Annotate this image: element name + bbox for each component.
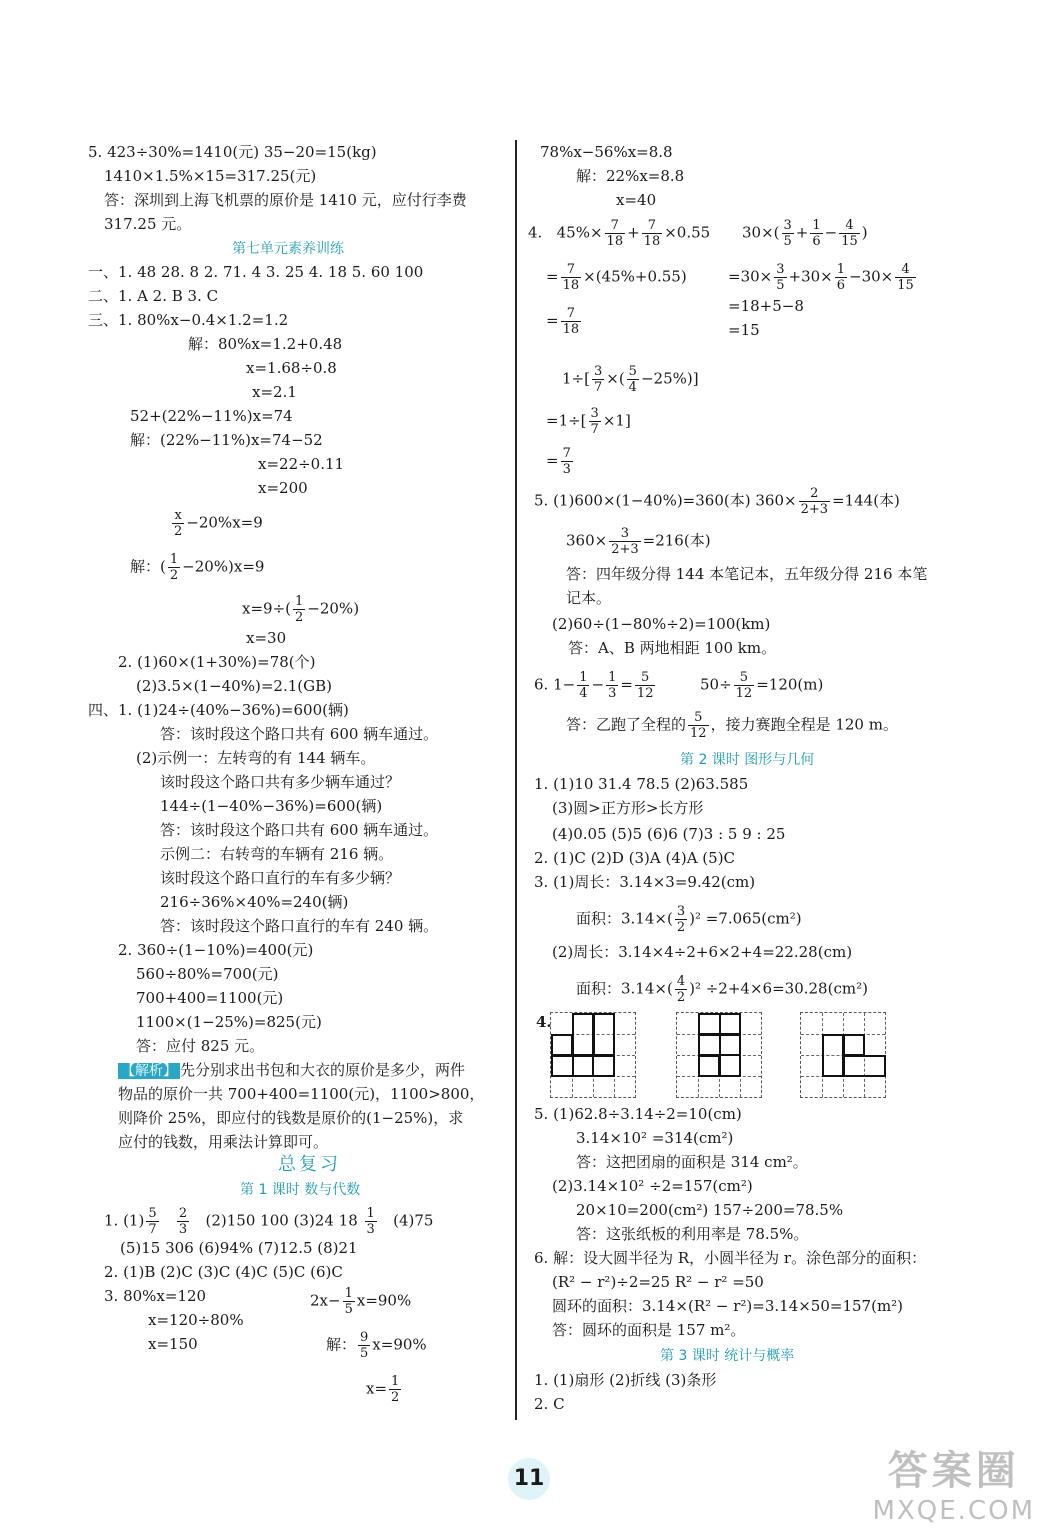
line: 答：这把团扇的面积是 314 cm²。 [576,1153,808,1171]
equation: 1. (1) $\frac{5}{7}$ $\frac{2}{3}$ (2)150 100 (3)24 18 $\frac{1}{3}$ (4)75 [104,1206,434,1237]
line: 20×10=200(cm²) 157÷200=78.5% [576,1201,844,1219]
line: 560÷80%=700(元) [136,965,279,983]
line: 答：四年级分得 144 本笔记本，五年级分得 216 本笔 [566,565,928,583]
line: (5)15 306 (6)94% (7)12.5 (8)21 [120,1239,358,1257]
grid-figure-1 [550,1012,636,1098]
equation: $\frac{x}{2}$ −20%x=9 [174,508,263,539]
line: 2. (1)60×(1+30%)=78(个) [118,653,316,671]
line: 一、1. 48 28. 8 2. 71. 4 3. 25 4. 18 5. 60 100 [88,263,424,281]
line: 则降价 25%，即应付的钱数是原价的(1−25%)，求 [118,1109,464,1127]
watermark-logo: 答案圈 MXQE.COM [872,1448,1035,1526]
line: 5. 423÷30%=1410(元) 35−20=15(kg) [88,143,377,161]
section-title: 第 1 课时 数与代数 [240,1182,361,1198]
line: 答：该时段这个路口共有 600 辆车通过。 [160,725,439,743]
equation: 360× $\frac{3}{2+3}$ =216(本) [566,526,711,557]
line: 2. C [534,1395,565,1413]
line: 1. (1)扇形 (2)折线 (3)条形 [534,1371,717,1389]
line: 317.25 元。 [104,215,192,233]
line: (4)0.05 (5)5 (6)6 (7)3 : 5 9 : 25 [552,825,786,843]
line: 答：A、B 两地相距 100 km。 [568,639,777,657]
line: x=2.1 [252,383,297,401]
analysis-line: 【解析】 先分别求出书包和大衣的原价是多少，两件 [118,1060,465,1081]
equation: 面积：3.14×( $\frac{4}{2}$ )² ÷2+4×6=30.28(cm²) [576,974,868,1005]
line: 5. (1)62.8÷3.14÷2=10(cm) [534,1105,742,1123]
equation: 解： $\frac{9}{5}$ x=90% [326,1330,427,1361]
column-divider [515,140,517,1420]
equation: 50÷ $\frac{5}{12}$ =120(m) [700,670,824,701]
line: 答：该时段这个路口直行的车有 240 辆。 [160,917,439,935]
line: (2)3.14×10² ÷2=157(cm²) [552,1177,753,1195]
equation: 30×( $\frac{3}{5}$ + $\frac{1}{6}$ − $\frac{4}{15}$ ) [742,218,868,249]
line: =18+5−8 [728,297,804,315]
line: 该时段这个路口共有多少辆车通过？ [160,773,401,791]
line: 6. 解：设大圆半径为 R，小圆半径为 r。涂色部分的面积： [534,1249,927,1267]
line: 四、1. (1)24÷(40%−36%)=600(辆) [88,701,349,719]
line: 2. 360÷(1−10%)=400(元) [118,941,314,959]
line: x=22÷0.11 [258,455,345,473]
line: 3. (1)周长：3.14×3=9.42(cm) [534,873,756,891]
line: 二、1. A 2. B 3. C [88,287,219,305]
equation: 4. 45%× $\frac{7}{18}$ + $\frac{7}{18}$ ×0.55 [528,218,711,249]
equation: = $\frac{7}{18}$ [546,306,580,337]
section-title: 第七单元素养训练 [232,241,344,257]
analysis-tag: 【解析】 [118,1063,180,1079]
line: 答：深圳到上海飞机票的原价是 1410 元，应付行李费 [104,191,467,209]
line: 应付的钱数，用乘法计算即可。 [118,1133,329,1151]
line: (3)圆>正方形>长方形 [552,799,704,817]
line: 3.14×10² =314(cm²) [576,1129,734,1147]
line: 答：应付 825 元。 [136,1037,265,1055]
line: 2. (1)C (2)D (3)A (4)A (5)C [534,849,736,867]
equation: x= $\frac{1}{2}$ [366,1374,400,1405]
equation: = $\frac{7}{18}$ ×(45%+0.55) [546,262,687,293]
line: 记本。 [566,589,612,607]
equation: x=9÷( $\frac{1}{2}$ −20%) [242,594,360,625]
chapter-title: 总复习 [278,1154,341,1175]
line: 3. 80%x=120 [104,1287,207,1305]
page-number: 11 [508,1458,550,1500]
equation: 5. (1)600×(1−40%)=360(本) 360× $\frac{2}{2+3}$ =144(本) [534,486,900,517]
line: 圆环的面积：3.14×(R² − r²)=3.14×50=157(m²) [552,1297,904,1315]
line: 解：(22%−11%)x=74−52 [130,431,323,449]
line: 216÷36%×40%=240(辆) [160,893,349,911]
line: 三、1. 80%x−0.4×1.2=1.2 [88,311,289,329]
line: 物品的原价一共 700+400=1100(元)，1100>800， [118,1085,485,1103]
equation: =30× $\frac{3}{5}$ +30× $\frac{1}{6}$ −30× $\frac{4}{15}$ [728,262,914,293]
line: (R² − r²)÷2=25 R² − r² =50 [552,1273,764,1291]
line: (2)60÷(1−80%÷2)=100(km) [552,615,771,633]
equation: 面积：3.14×( $\frac{3}{2}$ )² =7.065(cm²) [576,904,802,935]
section-title: 第 3 课时 统计与概率 [660,1348,795,1364]
line: 78%x−56%x=8.8 [540,143,673,161]
line: (2)3.5×(1−40%)=2.1(GB) [136,677,332,695]
line: 答：该时段这个路口共有 600 辆车通过。 [160,821,439,839]
line: (2)示例一：左转弯的有 144 辆车。 [136,749,376,767]
equation: 1÷[ $\frac{3}{7}$ ×( $\frac{5}{4}$ −25%)] [562,364,699,395]
grid-figure-3 [800,1012,886,1098]
equation: = $\frac{7}{3}$ [546,446,571,477]
line: x=120÷80% [148,1311,244,1329]
line: 52+(22%−11%)x=74 [130,407,293,425]
line: x=150 [148,1335,198,1353]
line: 答：圆环的面积是 157 m²。 [552,1321,746,1339]
line: x=30 [246,629,287,647]
line: 该时段这个路口直行的车有多少辆？ [160,869,401,887]
line: x=1.68÷0.8 [246,359,337,377]
line: (2)周长：3.14×4÷2+6×2+4=22.28(cm) [552,943,853,961]
line: 1410×1.5%×15=317.25(元) [104,167,317,185]
line: x=200 [258,479,308,497]
grid-figure-2 [676,1012,762,1098]
question-number: 4. [536,1013,552,1031]
line: 700+400=1100(元) [136,989,284,1007]
line: 1100×(1−25%)=825(元) [136,1013,322,1031]
line: 144÷(1−40%−36%)=600(辆) [160,797,383,815]
line: 2. (1)B (2)C (3)C (4)C (5)C (6)C [104,1263,343,1281]
line: 解：22%x=8.8 [576,167,685,185]
line: 答：这张纸板的利用率是 78.5%。 [576,1225,809,1243]
line: 解：80%x=1.2+0.48 [188,335,343,353]
equation: 2x− $\frac{1}{5}$ x=90% [310,1286,412,1317]
line: =15 [728,321,760,339]
equation: =1÷[ $\frac{3}{7}$ ×1] [546,406,631,437]
line: 1. (1)10 31.4 78.5 (2)63.585 [534,775,749,793]
equation: 解：( $\frac{1}{2}$ −20%)x=9 [130,552,265,583]
line: 示例二：右转弯的车辆有 216 辆。 [160,845,394,863]
equation: 答：乙跑了全程的 $\frac{5}{12}$ ，接力赛跑全程是 120 m。 [566,710,898,741]
section-title: 第 2 课时 图形与几何 [680,752,815,768]
line: x=40 [616,191,657,209]
equation: 6. 1− $\frac{1}{4}$ − $\frac{1}{3}$ = $\frac{5}{12}$ [534,670,654,701]
